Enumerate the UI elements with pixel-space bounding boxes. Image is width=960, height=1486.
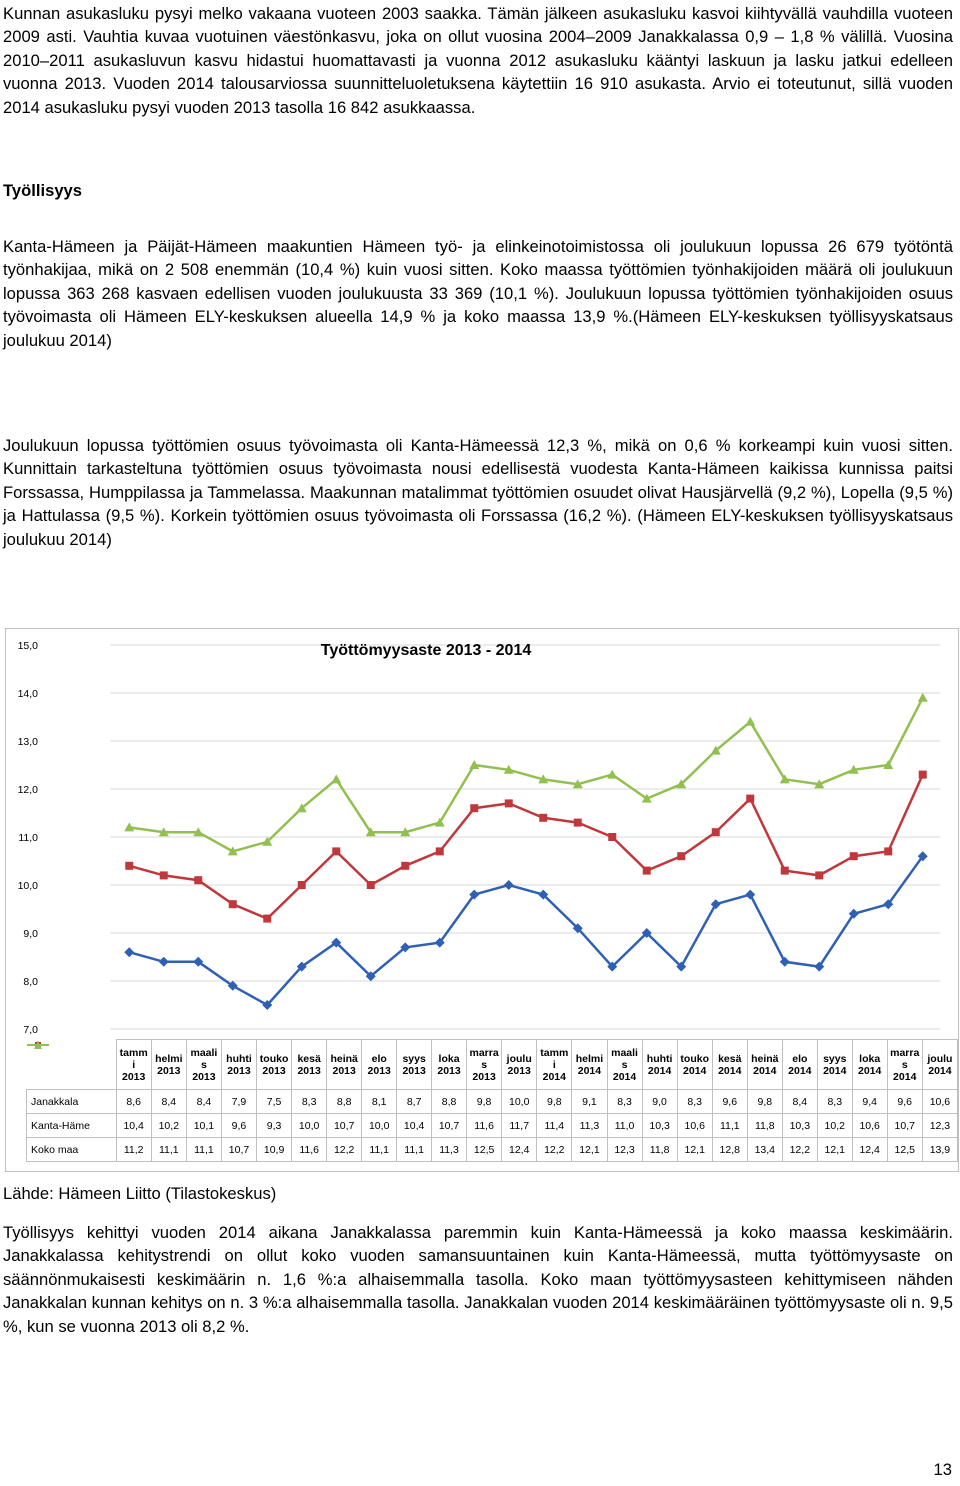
- data-point: [781, 867, 789, 875]
- data-point: [436, 847, 444, 855]
- data-label: 8,6: [116, 1090, 151, 1114]
- y-tick-label: 11,0: [18, 832, 38, 844]
- data-label: 12,8: [712, 1138, 747, 1162]
- data-label: 10,7: [887, 1114, 922, 1138]
- category-label: elo 2013: [362, 1040, 397, 1090]
- data-label: 8,1: [362, 1090, 397, 1114]
- data-point: [711, 899, 721, 909]
- data-point: [745, 717, 755, 726]
- data-point: [332, 847, 340, 855]
- data-label: 12,1: [817, 1138, 852, 1162]
- chart-title: Työttömyysaste 2013 - 2014: [320, 642, 532, 659]
- section-heading: Työllisyys: [3, 181, 83, 200]
- data-label: 12,2: [782, 1138, 817, 1162]
- y-tick-label: 14,0: [17, 688, 38, 700]
- data-point: [401, 862, 409, 870]
- category-label: helmi 2014: [572, 1040, 607, 1090]
- category-label: heinä 2013: [327, 1040, 362, 1090]
- data-label: 9,6: [712, 1090, 747, 1114]
- category-label: joulu 2014: [922, 1040, 957, 1090]
- page-number: 13: [933, 1460, 952, 1479]
- data-point: [746, 795, 754, 803]
- data-label: 11,1: [397, 1138, 432, 1162]
- data-label: 10,4: [116, 1114, 151, 1138]
- y-tick-label: 8,0: [23, 976, 38, 988]
- data-label: 12,4: [852, 1138, 887, 1162]
- category-label: marra s 2014: [887, 1040, 922, 1090]
- data-label: 10,2: [151, 1114, 186, 1138]
- data-point: [367, 881, 375, 889]
- y-tick-label: 13,0: [17, 736, 38, 748]
- data-label: 10,0: [502, 1090, 537, 1114]
- data-point: [539, 814, 547, 822]
- data-label: 9,6: [221, 1114, 256, 1138]
- data-point: [884, 847, 892, 855]
- data-label: 8,3: [607, 1090, 642, 1114]
- data-label: 10,3: [642, 1114, 677, 1138]
- data-point: [504, 880, 514, 890]
- data-label: 8,3: [292, 1090, 327, 1114]
- data-label: 8,8: [327, 1090, 362, 1114]
- data-point: [298, 881, 306, 889]
- data-point: [505, 799, 513, 807]
- data-label: 10,7: [432, 1114, 467, 1138]
- data-label: 9,8: [467, 1090, 502, 1114]
- data-point: [124, 947, 134, 957]
- data-label: 12,1: [677, 1138, 712, 1162]
- data-label: 7,9: [221, 1090, 256, 1114]
- category-label: syys 2013: [397, 1040, 432, 1090]
- data-point: [125, 862, 133, 870]
- data-label: 11,3: [432, 1138, 467, 1162]
- data-point: [229, 900, 237, 908]
- legend-entry: Janakkala: [27, 1090, 117, 1114]
- data-label: 8,7: [397, 1090, 432, 1114]
- data-point: [160, 871, 168, 879]
- data-label: 12,4: [502, 1138, 537, 1162]
- category-label: helmi 2013: [151, 1040, 186, 1090]
- legend-marker-icon: [27, 1040, 49, 1050]
- data-label: 10,4: [397, 1114, 432, 1138]
- data-label: 11,6: [292, 1138, 327, 1162]
- data-label: 8,3: [817, 1090, 852, 1114]
- data-label: 11,3: [572, 1114, 607, 1138]
- paragraph-population: Kunnan asukasluku pysyi melko vakaana vuoteen 2003 saakka. Tämän jälkeen asukasluku kasvoi kiihtyvällä vauhdilla vuoteen 2009 asti. Vauhtia kuvaa vuotuinen väestönkasvu, joka on ollut vuosina 2004–2009 Janakkalassa 0,9 – 1,8 % välillä. Vuosina 2010–2011 asukasluvun kasvu hidastui huomattavasti ja vuonna 2012 asukasluku kääntyi laskuun ja lasku jatkui edelleen vuonna 2013. Vuoden 2014 talousarviossa suunnitteluoletuksena käytettiin 16 910 asukasta. Arvio ei toteutunut, sillä vuoden 2014 asukasluku pysyi vuoden 2013 tasolla 16 842 asukkaassa.: [3, 4, 953, 117]
- data-point: [470, 804, 478, 812]
- data-label: 10,2: [817, 1114, 852, 1138]
- data-label: 9,0: [642, 1090, 677, 1114]
- data-label: 12,5: [887, 1138, 922, 1162]
- data-point: [919, 771, 927, 779]
- data-label: 11,6: [467, 1114, 502, 1138]
- category-label: huhti 2014: [642, 1040, 677, 1090]
- category-label: touko 2013: [257, 1040, 292, 1090]
- data-point: [608, 833, 616, 841]
- data-point: [643, 867, 651, 875]
- category-label: kesä 2014: [712, 1040, 747, 1090]
- data-label: 11,7: [502, 1114, 537, 1138]
- data-label: 9,3: [257, 1114, 292, 1138]
- data-label: 11,8: [642, 1138, 677, 1162]
- data-label: 12,5: [467, 1138, 502, 1162]
- paragraph-employment-kanta-hame: Joulukuun lopussa työttömien osuus työvoimasta oli Kanta-Hämeessä 12,3 %, mikä on 0,6 % korkeampi kuin vuosi sitten. Kunnittain tarkasteltuna työttömien osuus työvoimasta nousi edellisestä vuodesta Kanta-Hämeen kaikissa kunnissa paitsi Forssassa, Humppilassa ja Tammelassa. Maakunnan matalimmat työttömien osuudet olivat Hausjärvellä (9,2 %), Lopella (9,5 %) ja Hattulassa (9,5 %). Korkein työttömien osuus työvoimasta oli Forssassa (16,2 %). (Hämeen ELY-keskuksen työllisyyskatsaus joulukuu 2014): [3, 436, 953, 549]
- data-point: [918, 693, 928, 702]
- data-label: 8,4: [782, 1090, 817, 1114]
- data-label: 10,7: [221, 1138, 256, 1162]
- data-label: 11,4: [537, 1114, 572, 1138]
- data-point: [677, 852, 685, 860]
- data-label: 10,3: [782, 1114, 817, 1138]
- category-label: tamm i 2014: [537, 1040, 572, 1090]
- data-label: 10,6: [922, 1090, 957, 1114]
- data-label: 12,3: [607, 1138, 642, 1162]
- data-label: 7,5: [257, 1090, 292, 1114]
- chart-data-table: [26, 1039, 958, 1162]
- legend-entry: Koko maa: [27, 1138, 117, 1162]
- data-label: 11,1: [151, 1138, 186, 1162]
- data-label: 10,0: [362, 1114, 397, 1138]
- category-label: elo 2014: [782, 1040, 817, 1090]
- data-label: 11,1: [712, 1114, 747, 1138]
- data-label: 9,1: [572, 1090, 607, 1114]
- table-row: [27, 1138, 958, 1162]
- data-point: [194, 876, 202, 884]
- data-point: [263, 915, 271, 923]
- data-label: 11,1: [362, 1138, 397, 1162]
- data-point: [331, 774, 341, 783]
- data-label: 9,8: [537, 1090, 572, 1114]
- data-label: 9,6: [887, 1090, 922, 1114]
- data-label: 10,9: [257, 1138, 292, 1162]
- data-label: 11,1: [186, 1138, 221, 1162]
- category-label: loka 2013: [432, 1040, 467, 1090]
- category-label: maali s 2013: [186, 1040, 221, 1090]
- data-label: 9,4: [852, 1090, 887, 1114]
- y-tick-label: 10,0: [17, 880, 38, 892]
- data-label: 13,9: [922, 1138, 957, 1162]
- category-label: touko 2014: [677, 1040, 712, 1090]
- data-label: 10,7: [327, 1114, 362, 1138]
- data-label: 11,8: [747, 1114, 782, 1138]
- data-label: 9,8: [747, 1090, 782, 1114]
- data-label: 12,3: [922, 1114, 957, 1138]
- data-point: [850, 852, 858, 860]
- category-label: joulu 2013: [502, 1040, 537, 1090]
- data-label: 12,2: [327, 1138, 362, 1162]
- y-tick-label: 9,0: [23, 928, 38, 940]
- y-tick-label: 12,0: [17, 784, 38, 796]
- data-label: 8,4: [151, 1090, 186, 1114]
- category-label: syys 2014: [817, 1040, 852, 1090]
- data-label: 11,2: [116, 1138, 151, 1162]
- legend-entry: Kanta-Häme: [27, 1114, 117, 1138]
- data-label: 10,6: [677, 1114, 712, 1138]
- table-row: [27, 1090, 958, 1114]
- data-label: 13,4: [747, 1138, 782, 1162]
- data-point: [745, 890, 755, 900]
- data-label: 10,1: [186, 1114, 221, 1138]
- category-label: tamm i 2013: [116, 1040, 151, 1090]
- source-note: Lähde: Hämeen Liitto (Tilastokeskus): [3, 1184, 277, 1203]
- data-label: 8,3: [677, 1090, 712, 1114]
- category-label: marra s 2013: [467, 1040, 502, 1090]
- data-point: [159, 957, 169, 967]
- series-line: [129, 698, 923, 852]
- series-line: [129, 856, 923, 1005]
- category-label: maali s 2014: [607, 1040, 642, 1090]
- data-point: [574, 819, 582, 827]
- data-label: 8,8: [432, 1090, 467, 1114]
- data-label: 12,2: [537, 1138, 572, 1162]
- data-label: 10,6: [852, 1114, 887, 1138]
- category-label: loka 2014: [852, 1040, 887, 1090]
- data-label: 10,0: [292, 1114, 327, 1138]
- data-point: [780, 957, 790, 967]
- table-row: [27, 1114, 958, 1138]
- y-tick-label: 15,0: [17, 640, 38, 652]
- paragraph-employment-region: Kanta-Hämeen ja Päijät-Hämeen maakuntien Hämeen työ- ja elinkeinotoimistossa oli joulukuun lopussa 26 679 työtöntä työnhakijaa, mikä on 2 508 enemmän (10,4 %) kuin vuosi sitten. Koko maassa työttömien työnhakijoiden määrä oli joulukuun lopussa 363 268 kasvaen edellisen vuoden joulukuusta 33 369 (10,1 %). Joulukuun lopussa työttömien työnhakijoiden osuus työvoimasta oli Hämeen ELY-keskuksen alueella 14,9 % ja koko maassa 13,9 %.(Hämeen ELY-keskuksen työllisyyskatsaus joulukuu 2014): [3, 237, 953, 350]
- unemployment-chart: [5, 628, 959, 1172]
- category-label: huhti 2013: [221, 1040, 256, 1090]
- unemployment-line-chart: [6, 629, 958, 1039]
- data-point: [607, 770, 617, 779]
- category-label: heinä 2014: [747, 1040, 782, 1090]
- paragraph-summary: Työllisyys kehittyi vuoden 2014 aikana Janakkalassa paremmin kuin Kanta-Hämeessä ja koko maassa keskimäärin. Janakkalassa kehitystrendi on ollut koko vuoden samansuuntainen kuin Kanta-Hämeessä, mutta työttömyysaste on säännönmukaisesti keskimäärin n. 1,6 %:a alhaisemmalla tasolla. Koko maan työttömyysasteen kehittymiseen nähden Janakkalan kunnan kehitys on n. 3 %:a alhaisemmalla tasolla. Janakkalan vuoden 2014 keskimääräinen työttömyysaste oli n. 9,5 %, kun se vuonna 2013 oli 8,2 %.: [3, 1223, 953, 1336]
- category-label: kesä 2013: [292, 1040, 327, 1090]
- data-point: [815, 871, 823, 879]
- data-label: 8,4: [186, 1090, 221, 1114]
- y-tick-label: 7,0: [23, 1024, 38, 1036]
- data-label: 12,1: [572, 1138, 607, 1162]
- data-point: [712, 828, 720, 836]
- data-label: 11,0: [607, 1114, 642, 1138]
